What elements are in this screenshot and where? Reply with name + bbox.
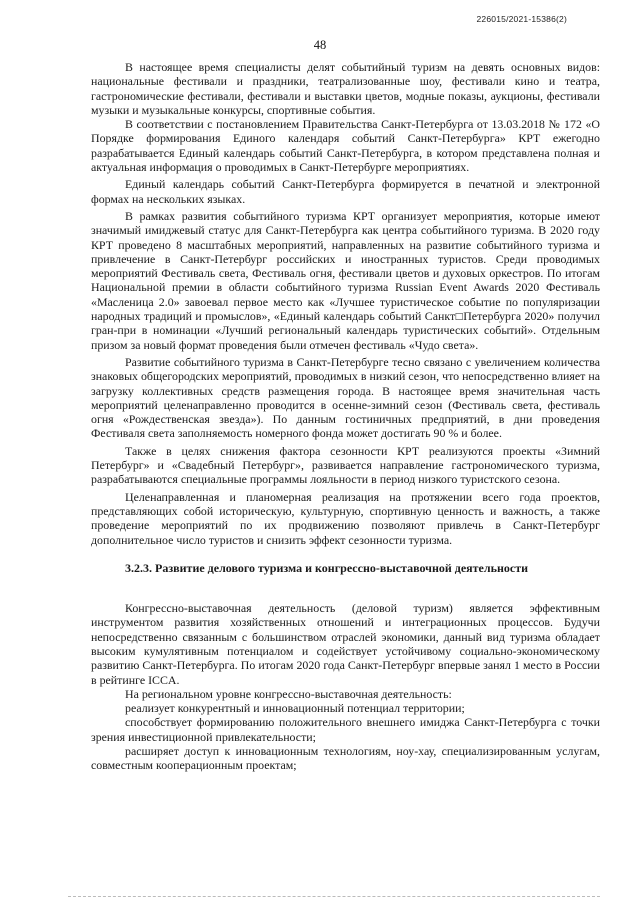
paragraph: Развитие событийного туризма в Санкт-Петербурге тесно связано с увеличением количества знаковых общегородских мероприятий, проводимых в низкий сезон, что непосредственно влияет на загрузку коллективных средств размещения города. В настоящее время значительная часть мероприятий целенаправленно проводится в осенне-зимний сезон (Фестиваль света, фестиваль огня «Рождественская звезда»). По данным гостиничных предприятий, в дни проведения Фестиваля света заполняемость номерного фонда может достигать 90 % и более. bbox=[91, 354, 600, 441]
paragraph: Также в целях снижения фактора сезонности КРТ реализуются проекты «Зимний Петербург» и «Свадебный Петербург», развивается направление гастрономического туризма, разрабатываются специальные программы лояльности в период низкого туристского сезона. bbox=[91, 443, 600, 487]
document-id: 226015/2021-15386(2) bbox=[476, 14, 567, 24]
paragraph: Целенаправленная и планомерная реализация на протяжении всего года проектов, представляющих собой историческую, культурную, спортивную ценность и важность, а также проведение мероприятий по их продвижению позволяют привлечь в Санкт-Петербург дополнительное число туристов и снизить эффект сезонности туризма. bbox=[91, 489, 600, 547]
list-item: расширяет доступ к инновационным технологиям, ноу-хау, специализированным услугам, совместным кооперационным проектам; bbox=[91, 744, 600, 773]
paragraph: На региональном уровне конгрессно-выставочная деятельность: bbox=[125, 686, 452, 701]
section-heading: 3.2.3. Развитие делового туризма и конгрессно-выставочной деятельности bbox=[125, 560, 529, 575]
paragraph: В рамках развития событийного туризма КРТ организует мероприятия, которые имеют значимый имиджевый статус для Санкт-Петербурга как центра событийного туризма. В 2020 году КРТ проведено 8 масштабных мероприятий, направленных на развитие событийного туризма и привлечение в Санкт-Петербург российских и иностранных туристов. Среди проводимых мероприятий Фестиваль света, Фестиваль огня, фестивали цветов и духовых оркестров. По итогам Национальной премии в области событийного туризма Russian Event Awards 2020 Фестиваль «Масленица 2.0» завоевал первое место как «Лучшее туристическое событие по популяризации народных традиций и промыслов», «Единый календарь событий Санкт□Петербурга 2020» получил гран-при в номинации «Лучший региональный календарь туристических событий». Отдельным призом за новый формат проведения были отмечен фестиваль «Чудо света». bbox=[91, 208, 600, 352]
document-body bbox=[91, 60, 600, 773]
page-bottom-edge bbox=[68, 896, 600, 897]
list-item: способствует формированию положительного внешнего имиджа Санкт-Петербурга с точки зрения инвестиционной привлекательности; bbox=[91, 715, 600, 744]
paragraph: Единый календарь событий Санкт-Петербурга формируется в печатной и электронной формах на нескольких языках. bbox=[91, 177, 600, 206]
page-number: 48 bbox=[313, 38, 327, 52]
paragraph: В настоящее время специалисты делят событийный туризм на девять основных видов: национальные фестивали и праздники, театрализованные шоу, фестивали кино и театра, гастрономические фестивали, фестивали и выставки цветов, модные показы, аукционы, фестивали музыки и музыкальные конкурсы, спортивные события. bbox=[91, 60, 600, 117]
paragraph: Конгрессно-выставочная деятельность (деловой туризм) является эффективным инструментом развития хозяйственных отношений и интеграционных процессов. Будучи непосредственно связанным с большинством отраслей экономики, данный вид туризма обладает высоким кумулятивным потенциалом и содействует устойчивому социально-экономическому развитию Санкт-Петербурга. По итогам 2020 года Санкт-Петербург впервые занял 1 место в России в рейтинге ICCA. bbox=[91, 601, 600, 687]
list-item: реализует конкурентный и инновационный потенциал территории; bbox=[125, 701, 465, 716]
paragraph: В соответствии с постановлением Правительства Санкт-Петербурга от 13.03.2018 № 172 «О Порядке формирования Единого календаря событий Санкт-Петербурга» КРТ ежегодно разрабатывается Единый календарь событий Санкт-Петербурга, в котором представлена полная и актуальная информация о проводимых в Санкт-Петербурге мероприятиях. bbox=[91, 117, 600, 175]
